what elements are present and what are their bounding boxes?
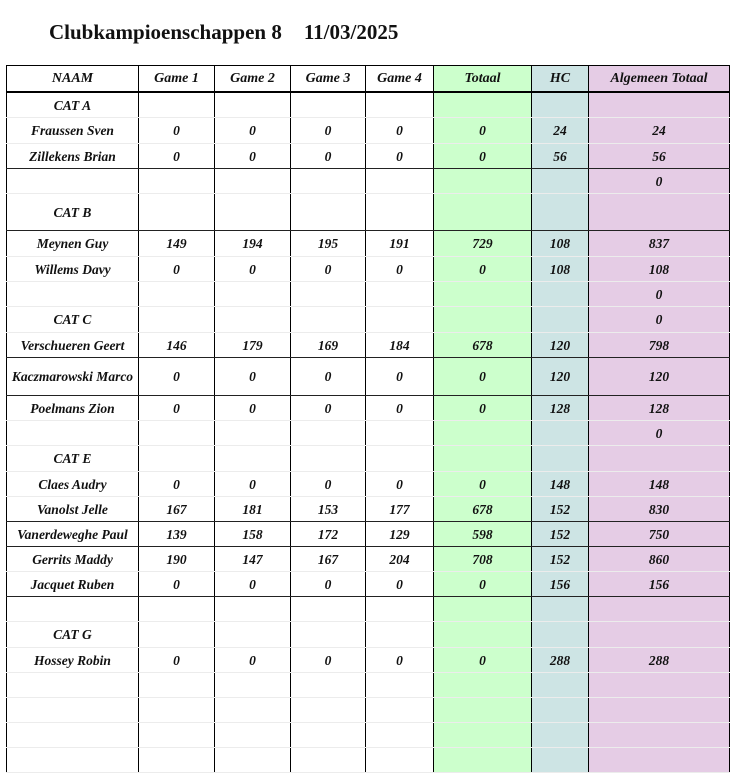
cell-game3: 0 [291,648,366,673]
cell-hc [532,723,589,748]
cell-hc: 148 [532,472,589,497]
cell-game1 [139,92,215,118]
table-row [7,421,730,446]
cell-hc: 56 [532,144,589,169]
cell-game2 [215,194,291,231]
cell-game2: 179 [215,333,291,358]
table-row [7,648,730,673]
cell-name [7,698,139,723]
cell-hc [532,748,589,773]
table-row [7,231,730,257]
cell-game4 [366,622,434,648]
cell-game3: 0 [291,144,366,169]
table-row [7,572,730,597]
cell-game2 [215,282,291,307]
cell-algemeen-totaal: 0 [589,282,730,307]
cell-algemeen-totaal: 108 [589,257,730,282]
cell-game4: 0 [366,118,434,144]
cell-algemeen-totaal [589,92,730,118]
cell-hc [532,622,589,648]
cell-name [7,421,139,446]
table-row [7,333,730,358]
cell-game4 [366,698,434,723]
cell-algemeen-totaal: 837 [589,231,730,257]
cell-name: Poelmans Zion [7,396,139,421]
cell-algemeen-totaal: 128 [589,396,730,421]
cell-game2 [215,698,291,723]
cell-name [7,748,139,773]
cell-game2: 0 [215,572,291,597]
cell-totaal [434,169,532,194]
cell-totaal: 729 [434,231,532,257]
table-row [7,257,730,282]
cell-game1 [139,597,215,622]
cell-game1 [139,194,215,231]
cell-name: Jacquet Ruben [7,572,139,597]
cell-game3 [291,673,366,698]
cell-game2: 0 [215,144,291,169]
cell-name [7,282,139,307]
cell-totaal [434,421,532,446]
cell-game1: 0 [139,257,215,282]
cell-hc: 108 [532,257,589,282]
cell-totaal [434,446,532,472]
cell-game1: 149 [139,231,215,257]
cell-game2: 0 [215,118,291,144]
table-row [7,673,730,698]
cell-game4: 177 [366,497,434,522]
cell-game2: 181 [215,497,291,522]
title-date: 11/03/2025 [303,20,399,44]
cell-game3 [291,446,366,472]
cell-name: Zillekens Brian [7,144,139,169]
table-row [7,597,730,622]
cell-game2: 0 [215,472,291,497]
cell-totaal [434,282,532,307]
cell-game4 [366,597,434,622]
cell-algemeen-totaal [589,597,730,622]
cell-hc: 288 [532,648,589,673]
col-header-game4: Game 4 [366,66,434,93]
header-row [7,66,730,93]
table-row [7,472,730,497]
col-header-algemeen-totaal: Algemeen Totaal [589,66,730,93]
cell-game3 [291,307,366,333]
cell-totaal: 0 [434,472,532,497]
cell-game2 [215,748,291,773]
table-row [7,144,730,169]
cell-algemeen-totaal: 750 [589,522,730,547]
cell-game2: 158 [215,522,291,547]
table-row [7,497,730,522]
cell-game4: 0 [366,358,434,396]
cell-name: Hossey Robin [7,648,139,673]
cell-algemeen-totaal: 288 [589,648,730,673]
cell-game1: 0 [139,358,215,396]
table-row [7,748,730,773]
cell-totaal [434,673,532,698]
cell-name [7,673,139,698]
cell-game4: 0 [366,396,434,421]
cell-game3: 0 [291,572,366,597]
cell-game3: 0 [291,358,366,396]
cell-hc [532,698,589,723]
cell-game1: 190 [139,547,215,572]
cell-totaal: 0 [434,118,532,144]
cell-game3 [291,282,366,307]
cell-game3 [291,169,366,194]
table-row [7,92,730,118]
cell-name: CAT C [7,307,139,333]
cell-game4: 0 [366,648,434,673]
cell-game3 [291,698,366,723]
cell-name: Vanolst Jelle [7,497,139,522]
cell-game1: 139 [139,522,215,547]
cell-game2 [215,92,291,118]
cell-game1 [139,307,215,333]
cell-name: CAT A [7,92,139,118]
cell-totaal [434,698,532,723]
cell-game3: 167 [291,547,366,572]
cell-hc [532,421,589,446]
cell-game3: 169 [291,333,366,358]
cell-game3: 0 [291,118,366,144]
cell-game3: 153 [291,497,366,522]
table-row [7,522,730,547]
cell-algemeen-totaal: 0 [589,421,730,446]
cell-totaal [434,748,532,773]
cell-game2 [215,673,291,698]
table-row [7,446,730,472]
cell-totaal [434,92,532,118]
cell-name: Vanerdeweghe Paul [7,522,139,547]
cell-game2 [215,169,291,194]
cell-totaal: 0 [434,358,532,396]
table-row [7,723,730,748]
cell-algemeen-totaal [589,698,730,723]
cell-totaal: 0 [434,396,532,421]
cell-game3 [291,421,366,446]
cell-hc: 152 [532,547,589,572]
cell-algemeen-totaal [589,723,730,748]
cell-game2 [215,597,291,622]
cell-game1: 0 [139,572,215,597]
scores-table [6,65,730,773]
col-header-hc: HC [532,66,589,93]
cell-game4: 0 [366,572,434,597]
table-row [7,282,730,307]
cell-game4 [366,307,434,333]
cell-totaal: 0 [434,648,532,673]
cell-game4: 0 [366,472,434,497]
cell-hc: 152 [532,497,589,522]
cell-game1: 0 [139,396,215,421]
page-title [49,20,398,45]
table-row [7,307,730,333]
cell-algemeen-totaal [589,748,730,773]
cell-game3: 0 [291,472,366,497]
cell-game1: 0 [139,472,215,497]
cell-algemeen-totaal [589,446,730,472]
cell-name [7,723,139,748]
cell-name: Willems Davy [7,257,139,282]
table-row [7,622,730,648]
cell-game4: 129 [366,522,434,547]
cell-game1 [139,748,215,773]
cell-algemeen-totaal: 156 [589,572,730,597]
cell-game2: 0 [215,358,291,396]
cell-totaal: 678 [434,333,532,358]
cell-game3 [291,748,366,773]
cell-totaal: 708 [434,547,532,572]
cell-totaal: 0 [434,144,532,169]
cell-game4 [366,446,434,472]
cell-algemeen-totaal: 0 [589,169,730,194]
cell-game4: 191 [366,231,434,257]
cell-hc [532,194,589,231]
cell-game2 [215,421,291,446]
cell-game3 [291,622,366,648]
cell-name: CAT G [7,622,139,648]
cell-totaal [434,597,532,622]
cell-totaal [434,307,532,333]
cell-totaal: 598 [434,522,532,547]
cell-game1 [139,421,215,446]
cell-algemeen-totaal: 798 [589,333,730,358]
cell-name: Meynen Guy [7,231,139,257]
cell-game2: 0 [215,257,291,282]
cell-hc: 24 [532,118,589,144]
table-row [7,396,730,421]
cell-algemeen-totaal: 860 [589,547,730,572]
cell-name: CAT E [7,446,139,472]
cell-hc [532,169,589,194]
cell-game4 [366,421,434,446]
cell-algemeen-totaal: 56 [589,144,730,169]
cell-game4 [366,194,434,231]
cell-totaal: 0 [434,257,532,282]
cell-game1 [139,698,215,723]
cell-game1 [139,446,215,472]
cell-game2: 194 [215,231,291,257]
cell-algemeen-totaal [589,622,730,648]
table-row [7,194,730,231]
cell-game4: 204 [366,547,434,572]
cell-algemeen-totaal [589,194,730,231]
title-text: Clubkampioenschappen 8 [49,20,282,44]
cell-game3 [291,723,366,748]
cell-game2: 0 [215,396,291,421]
col-header-game3: Game 3 [291,66,366,93]
cell-game1 [139,169,215,194]
cell-game3 [291,194,366,231]
cell-algemeen-totaal [589,673,730,698]
cell-totaal: 0 [434,572,532,597]
cell-game2 [215,307,291,333]
cell-hc: 152 [532,522,589,547]
cell-hc: 120 [532,358,589,396]
cell-game1 [139,723,215,748]
cell-game4 [366,282,434,307]
cell-name: Fraussen Sven [7,118,139,144]
col-header-game1: Game 1 [139,66,215,93]
cell-game4: 0 [366,257,434,282]
cell-game1 [139,622,215,648]
cell-name: Claes Audry [7,472,139,497]
cell-totaal [434,622,532,648]
cell-game2: 0 [215,648,291,673]
cell-hc [532,92,589,118]
cell-totaal [434,723,532,748]
cell-hc [532,307,589,333]
cell-hc: 120 [532,333,589,358]
cell-game1 [139,673,215,698]
cell-game2 [215,723,291,748]
cell-game1: 146 [139,333,215,358]
cell-hc: 108 [532,231,589,257]
cell-name: Kaczmarowski Marco [7,358,139,396]
table-row [7,547,730,572]
cell-hc: 156 [532,572,589,597]
cell-game1 [139,282,215,307]
table-row [7,118,730,144]
cell-game4 [366,748,434,773]
col-header-totaal: Totaal [434,66,532,93]
table-row [7,698,730,723]
cell-game3: 0 [291,257,366,282]
cell-name [7,169,139,194]
cell-game2 [215,446,291,472]
cell-name [7,597,139,622]
cell-name: Gerrits Maddy [7,547,139,572]
cell-algemeen-totaal: 120 [589,358,730,396]
cell-totaal: 678 [434,497,532,522]
cell-game3 [291,92,366,118]
cell-game1: 0 [139,144,215,169]
cell-algemeen-totaal: 24 [589,118,730,144]
cell-game1: 0 [139,118,215,144]
cell-name: CAT B [7,194,139,231]
cell-name: Verschueren Geert [7,333,139,358]
table-row [7,169,730,194]
cell-game4: 0 [366,144,434,169]
cell-game4 [366,673,434,698]
cell-hc [532,446,589,472]
cell-game1: 167 [139,497,215,522]
cell-algemeen-totaal: 148 [589,472,730,497]
cell-game4 [366,92,434,118]
cell-game4 [366,723,434,748]
cell-game4 [366,169,434,194]
table-row [7,358,730,396]
cell-hc [532,597,589,622]
cell-algemeen-totaal: 0 [589,307,730,333]
col-header-game2: Game 2 [215,66,291,93]
cell-game3 [291,597,366,622]
cell-game2 [215,622,291,648]
cell-game3: 172 [291,522,366,547]
cell-game3: 195 [291,231,366,257]
cell-hc: 128 [532,396,589,421]
cell-game1: 0 [139,648,215,673]
cell-totaal [434,194,532,231]
cell-game3: 0 [291,396,366,421]
cell-hc [532,673,589,698]
cell-game4: 184 [366,333,434,358]
cell-game2: 147 [215,547,291,572]
cell-hc [532,282,589,307]
cell-algemeen-totaal: 830 [589,497,730,522]
col-header-naam: NAAM [7,66,139,93]
